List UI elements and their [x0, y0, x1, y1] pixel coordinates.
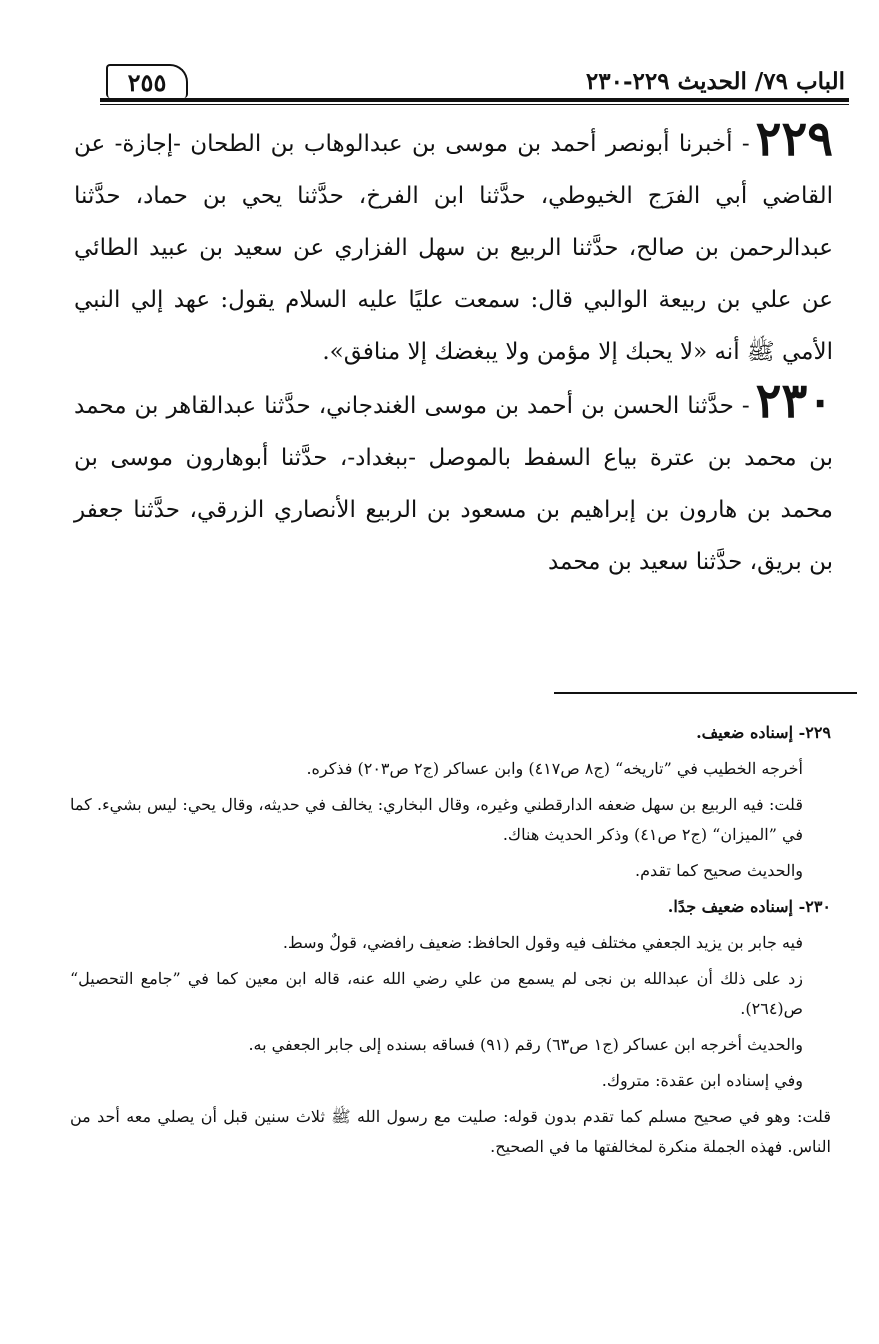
- footnote-line: أخرجه الخطيب في ”تاريخه“ (ج٨ ص٤١٧) وابن عساكر (ج٢ ص٢٠٣) فذكره.: [306, 759, 803, 778]
- footnote-line: قلت: فيه الربيع بن سهل ضعفه الدارقطني وغيره، وقال البخاري: يخالف في حديثه، وقال يحي: ليس بشيء. كما في ”الميزان“ (ج٢ ص٤١) وذكر الحديث هناك.: [70, 795, 804, 844]
- chapter-title: الباب ٧٩/ الحديث ٢٢٩-٢٣٠: [585, 68, 845, 95]
- page-number: ٢٥٥: [106, 64, 188, 98]
- hadith-number: ٢٢٩: [755, 111, 833, 167]
- footnotes: [70, 718, 831, 1168]
- hadith-229: [74, 111, 833, 378]
- hadith-number: ٢٣٠: [755, 373, 833, 429]
- footnote-separator: [554, 692, 857, 694]
- footnote-heading: ٢٣٠- إسناده ضعيف جدًا.: [667, 897, 831, 916]
- footnote-line: زد على ذلك أن عبدالله بن نجى لم يسمع من علي رضي الله عنه، قاله ابن معين كما في ”جامع التحصيل“ ص(٢٦٤).: [70, 969, 804, 1018]
- footnote-line: قلت: وهو في صحيح مسلم كما تقدم بدون قوله: صليت مع رسول الله ﷺ ثلاث سنين قبل أن يصلي معه أحد من الناس. فهذه الجملة منكرة لمخالفتها ما في الصحيح.: [70, 1107, 832, 1156]
- main-text: [74, 111, 833, 588]
- hadith-text: - أخبرنا أبونصر أحمد بن موسى بن عبدالوهاب بن الطحان -إجازة- عن القاضي أبي الفرَج الخيوطي، حدَّثنا ابن الفرخ، حدَّثنا يحي بن حماد، حدَّثنا عبدالرحمن بن صالح، حدَّثنا الربيع بن سهل الفزاري عن سعيد بن عبيد الطائي عن علي بن ربيعة الوالبي قال: سمعت عليًا عليه السلام يقول: عهد إلي النبي الأمي ﷺ أنه «لا يحبك إلا مؤمن ولا يبغضك إلا منافق».: [74, 131, 833, 365]
- header-rule-thin: [100, 104, 849, 105]
- hadith-230: [74, 373, 833, 588]
- hadith-text: - حدَّثنا الحسن بن أحمد بن موسى الغندجاني، حدَّثنا عبدالقاهر بن محمد بن محمد بن عترة بياع السفط بالموصل -ببغداد-، حدَّثنا أبوهارون موسى بن محمد بن هارون بن إبراهيم بن مسعود بن الربيع الأنصاري الزرقي، حدَّثنا جعفر بن بريق، حدَّثنا سعيد بن محمد: [74, 393, 833, 575]
- footnote-heading: ٢٢٩- إسناده ضعيف.: [696, 723, 831, 742]
- footnote-line: وفي إسناده ابن عقدة: متروك.: [601, 1071, 803, 1090]
- footnote-line: فيه جابر بن يزيد الجعفي مختلف فيه وقول الحافظ: ضعيف رافضي، قولٌ وسط.: [282, 933, 803, 952]
- page-header: [100, 62, 849, 102]
- footnote-line: والحديث صحيح كما تقدم.: [635, 861, 803, 880]
- footnote-line: والحديث أخرجه ابن عساكر (ج١ ص٦٣) رقم (٩١) فساقه بسنده إلى جابر الجعفي به.: [248, 1035, 803, 1054]
- header-rule: [100, 98, 849, 102]
